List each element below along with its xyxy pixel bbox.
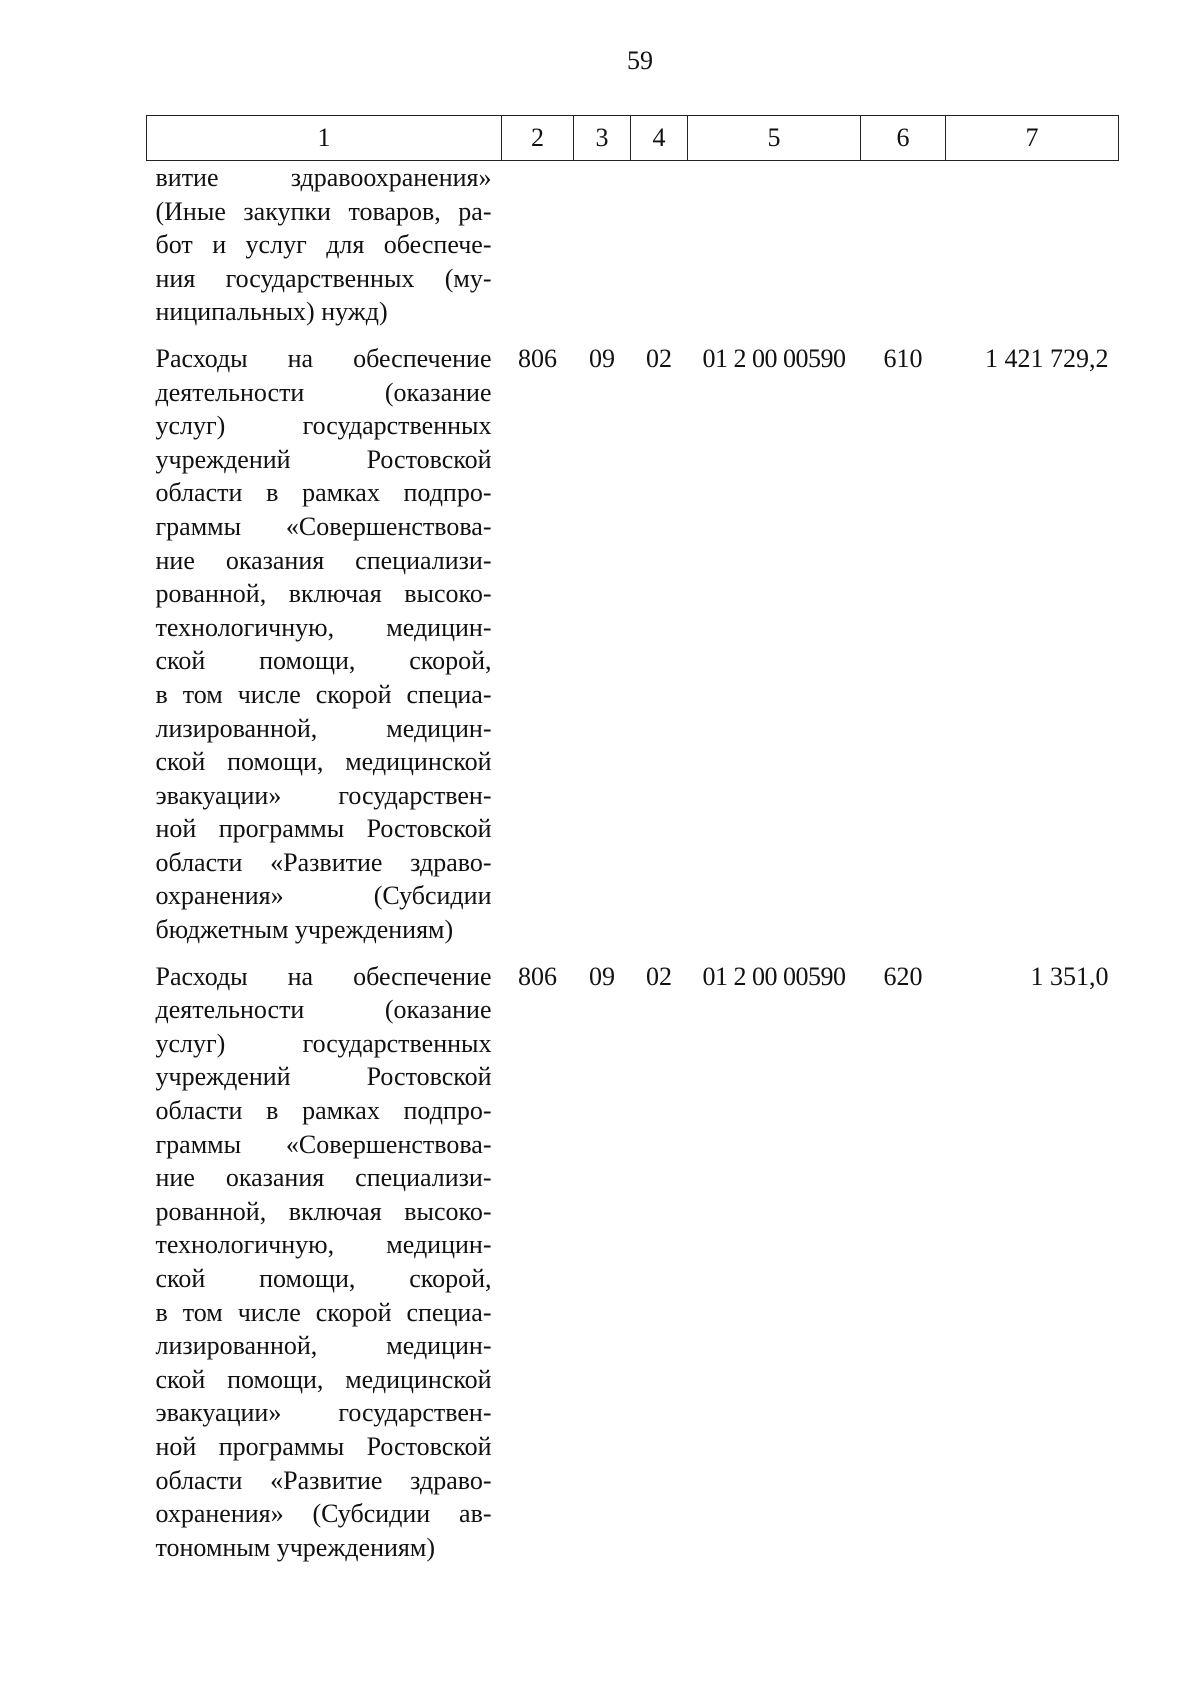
description-line: в том числе скорой специа- bbox=[155, 1297, 492, 1327]
description-line: рованной, включая высоко- bbox=[155, 1196, 492, 1226]
page-number: 59 bbox=[627, 46, 653, 75]
row-description bbox=[147, 161, 502, 341]
row-amount bbox=[946, 161, 1119, 341]
header-col-3: 3 bbox=[574, 116, 631, 161]
description-line: ниципальных) нужд) bbox=[155, 297, 388, 327]
description-line: тономным учреждениям) bbox=[155, 1532, 435, 1562]
description-line: услуг) государственных bbox=[155, 1028, 492, 1058]
description-line: граммы «Совершенствова- bbox=[155, 1129, 492, 1159]
header-col-6: 6 bbox=[861, 116, 946, 161]
header-col-7: 7 bbox=[946, 116, 1119, 161]
description-line: рованной, включая высоко- bbox=[155, 579, 492, 609]
row-code-expense-type: 610 bbox=[883, 343, 923, 373]
table-body bbox=[147, 161, 1119, 1577]
description-line: ние оказания специализи- bbox=[155, 545, 492, 575]
description-line: области в рамках подпро- bbox=[155, 478, 492, 508]
description-line: ской помощи, медицинской bbox=[155, 1364, 492, 1394]
description-line: Расходы на обеспечение bbox=[155, 961, 492, 991]
description-line: учреждений Ростовской bbox=[155, 1062, 492, 1092]
description-line: ния государственных (му- bbox=[155, 263, 492, 293]
row-code-section: 09 bbox=[589, 343, 615, 373]
row-code-expense-type: 620 bbox=[883, 961, 923, 991]
description-line: деятельности (оказание bbox=[155, 377, 492, 407]
description-line: лизированной, медицин- bbox=[155, 713, 492, 743]
description-line: услуг) государственных bbox=[155, 411, 492, 441]
header-col-1: 1 bbox=[147, 116, 502, 161]
row-code-subsection: 02 bbox=[646, 961, 672, 991]
description-line: ской помощи, медицинской bbox=[155, 747, 492, 777]
description-line: (Иные закупки товаров, ра- bbox=[155, 196, 492, 226]
table-row bbox=[147, 959, 1119, 1577]
row-description bbox=[147, 959, 502, 1577]
row-code-ministry: 806 bbox=[518, 961, 557, 991]
description-line: эвакуации» государствен- bbox=[155, 1398, 492, 1428]
description-line: ской помощи, скорой, bbox=[155, 646, 492, 676]
row-amount: 1 351,0 bbox=[1030, 961, 1109, 991]
description-line: бот и услуг для обеспече- bbox=[155, 230, 492, 260]
row-code-target-item bbox=[688, 161, 861, 341]
row-code-ministry: 806 bbox=[518, 343, 557, 373]
description-line: технологичную, медицин- bbox=[155, 1230, 492, 1260]
table-row bbox=[147, 341, 1119, 959]
row-code-target-item: 01 2 00 00590 bbox=[702, 343, 846, 373]
table-row bbox=[147, 161, 1119, 341]
description-line: области «Развитие здраво- bbox=[155, 1465, 492, 1495]
description-line: области «Развитие здраво- bbox=[155, 847, 492, 877]
description-line: ной программы Ростовской bbox=[155, 814, 492, 844]
description-line: граммы «Совершенствова- bbox=[155, 511, 492, 541]
description-line: учреждений Ростовской bbox=[155, 444, 492, 474]
table-header-row bbox=[147, 116, 1119, 161]
description-line: витие здравоохранения» bbox=[155, 163, 492, 192]
description-line: бюджетным учреждениям) bbox=[155, 915, 454, 945]
description-line: Расходы на обеспечение bbox=[155, 343, 492, 373]
description-line: в том числе скорой специа- bbox=[155, 679, 492, 709]
description-line: охранения» (Субсидии ав- bbox=[155, 1499, 492, 1529]
header-col-5: 5 bbox=[688, 116, 861, 161]
row-code-subsection: 02 bbox=[646, 343, 672, 373]
budget-table bbox=[146, 115, 1119, 1576]
description-line: охранения» (Субсидии bbox=[155, 881, 492, 911]
header-col-4: 4 bbox=[631, 116, 688, 161]
row-code-subsection bbox=[631, 161, 688, 341]
description-line: ной программы Ростовской bbox=[155, 1431, 492, 1461]
row-code-expense-type bbox=[861, 161, 946, 341]
row-code-ministry bbox=[502, 161, 574, 341]
description-line: эвакуации» государствен- bbox=[155, 780, 492, 810]
row-amount: 1 421 729,2 bbox=[985, 343, 1109, 373]
description-line: лизированной, медицин- bbox=[155, 1331, 492, 1361]
row-code-section: 09 bbox=[589, 961, 615, 991]
row-code-target-item: 01 2 00 00590 bbox=[702, 961, 846, 991]
description-line: области в рамках подпро- bbox=[155, 1096, 492, 1126]
row-code-section bbox=[574, 161, 631, 341]
description-line: технологичную, медицин- bbox=[155, 612, 492, 642]
header-col-2: 2 bbox=[502, 116, 574, 161]
row-description bbox=[147, 341, 502, 959]
description-line: ской помощи, скорой, bbox=[155, 1264, 492, 1293]
description-line: ние оказания специализи- bbox=[155, 1163, 492, 1193]
description-line: деятельности (оказание bbox=[155, 995, 492, 1025]
